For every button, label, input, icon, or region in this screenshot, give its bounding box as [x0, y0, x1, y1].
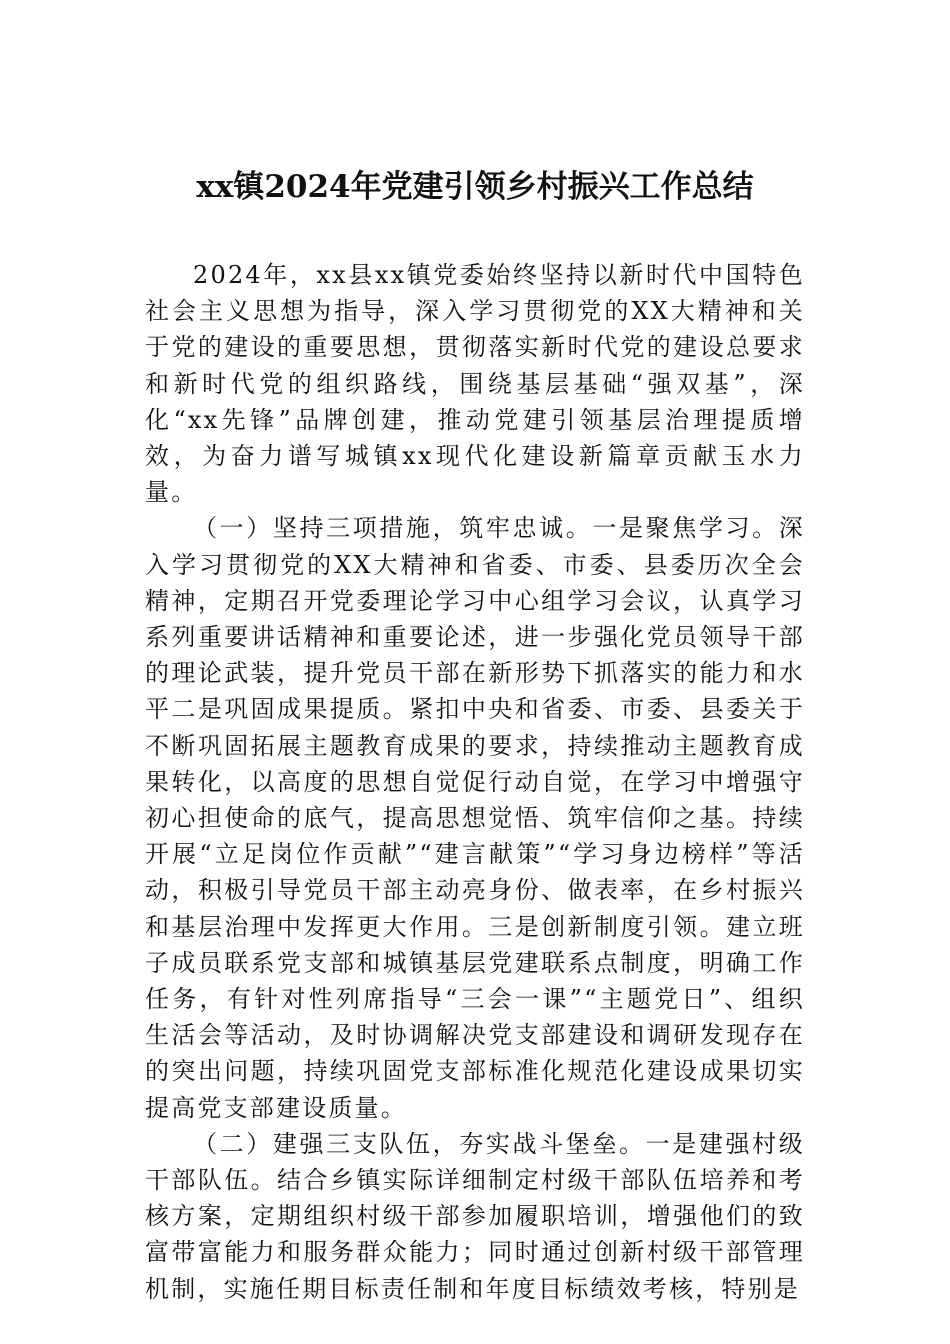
paragraph-section-1: （一）坚持三项措施，筑牢忠诚。一是聚焦学习。深入学习贯彻党的XX大精神和省委、市委、县委历次全会精神，定期召开党委理论学习中心组学习会议，认真学习系列重要讲话精神和重要论述，进一步强化党员领导干部的理论武装，提升党员干部在新形势下抓落实的能力和水平二是巩固成果提质。紧扣中央和省委、市委、县委关于不断巩固拓展主题教育成果的要求，持续推动主题教育成果转化，以高度的思想自觉促行动自觉，在学习中增强守初心担使命的底气，提高思想觉悟、筑牢信仰之基。持续开展“立足岗位作贡献”“建言献策”“学习身边榜样”等活动，积极引导党员干部主动亮身份、做表率，在乡村振兴和基层治理中发挥更大作用。三是创新制度引领。建立班子成员联系党支部和城镇基层党建联系点制度，明确工作任务，有针对性列席指导“三会一课”“主题党日”、组织生活会等活动，及时协调解决党支部建设和调研发现存在的突出问题，持续巩固党支部标准化规范化建设成果切实提高党支部建设质量。 — [145, 514, 805, 1122]
document-body — [145, 257, 805, 1307]
paragraph-intro: 2024年，xx县xx镇党委始终坚持以新时代中国特色社会主义思想为指导，深入学习贯彻党的XX大精神和关于党的建设的重要思想，贯彻落实新时代党的建设总要求和新时代党的组织路线，围绕基层基础“强双基”，深化“xx先锋”品牌创建，推动党建引领基层治理提质增效，为奋力谱写城镇xx现代化建设新篇章贡献玉水力量。 — [145, 261, 805, 507]
paragraph-section-2: （二）建强三支队伍，夯实战斗堡垒。一是建强村级干部队伍。结合乡镇实际详细制定村级干部队伍培养和考核方案，定期组织村级干部参加履职培训，增强他们的致富带富能力和服务群众能力；同时通过创新村级干部管理机制，实施任期目标责任制和年度目标绩效考核，特别是 — [145, 1129, 805, 1303]
document-title: xx镇2024年党建引领乡村振兴工作总结 — [196, 169, 754, 205]
